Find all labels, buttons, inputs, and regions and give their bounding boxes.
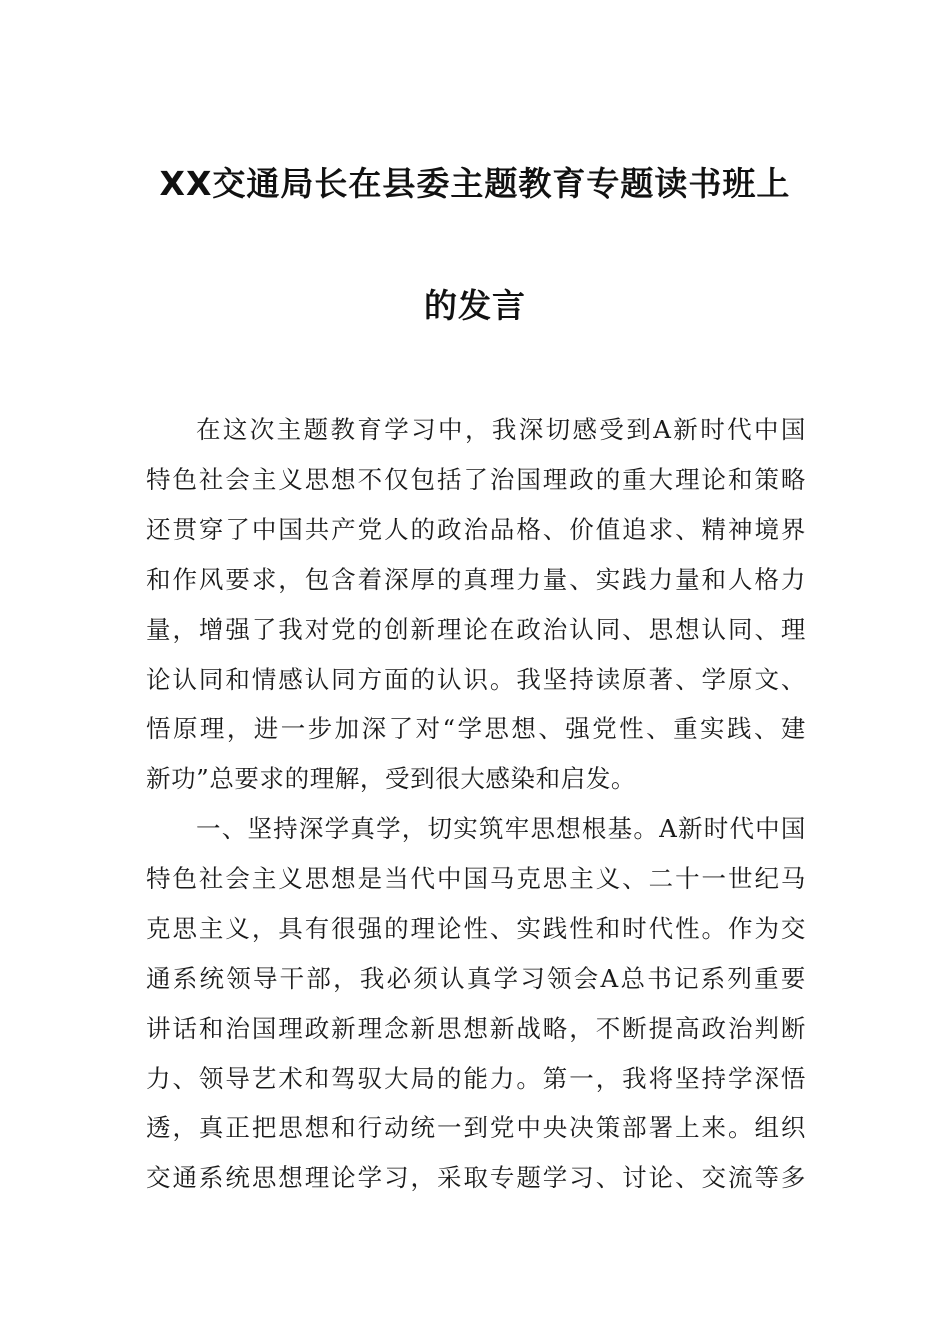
document-title-line-2: 的发言 [424,286,526,325]
body-line: 量，增强了我对党的创新理论在政治认同、思想认同、理 [146,615,806,644]
body-line: 在这次主题教育学习中，我深切感受到A新时代中国 [196,415,806,444]
body-line: 透，真正把思想和行动统一到党中央决策部署上来。组织 [146,1113,806,1142]
document-title-line-1: XX交通局长在县委主题教育专题读书班上 [159,164,791,203]
body-line: 交通系统思想理论学习，采取专题学习、讨论、交流等多 [146,1163,806,1192]
body-line: 特色社会主义思想不仅包括了治国理政的重大理论和策略 [146,465,806,494]
body-line: 悟原理，进一步加深了对“学思想、强党性、重实践、建 [146,714,806,743]
body-line: 和作风要求，包含着深厚的真理力量、实践力量和人格力 [146,565,806,594]
body-line: 克思主义，具有很强的理论性、实践性和时代性。作为交 [146,914,806,943]
body-line: 力、领导艺术和驾驭大局的能力。第一，我将坚持学深悟 [146,1064,806,1093]
body-line: 特色社会主义思想是当代中国马克思主义、二十一世纪马 [146,864,806,893]
body-line: 一、坚持深学真学，切实筑牢思想根基。A新时代中国 [196,814,806,843]
body-line: 论认同和情感认同方面的认识。我坚持读原著、学原文、 [146,665,806,694]
body-line: 通系统领导干部，我必须认真学习领会A总书记系列重要 [146,964,806,993]
body-line: 还贯穿了中国共产党人的政治品格、价值追求、精神境界 [146,515,806,544]
body-line-paragraph-end: 新功”总要求的理解，受到很大感染和启发。 [146,764,637,793]
body-line: 讲话和治国理政新理念新思想新战略，不断提高政治判断 [146,1014,806,1043]
